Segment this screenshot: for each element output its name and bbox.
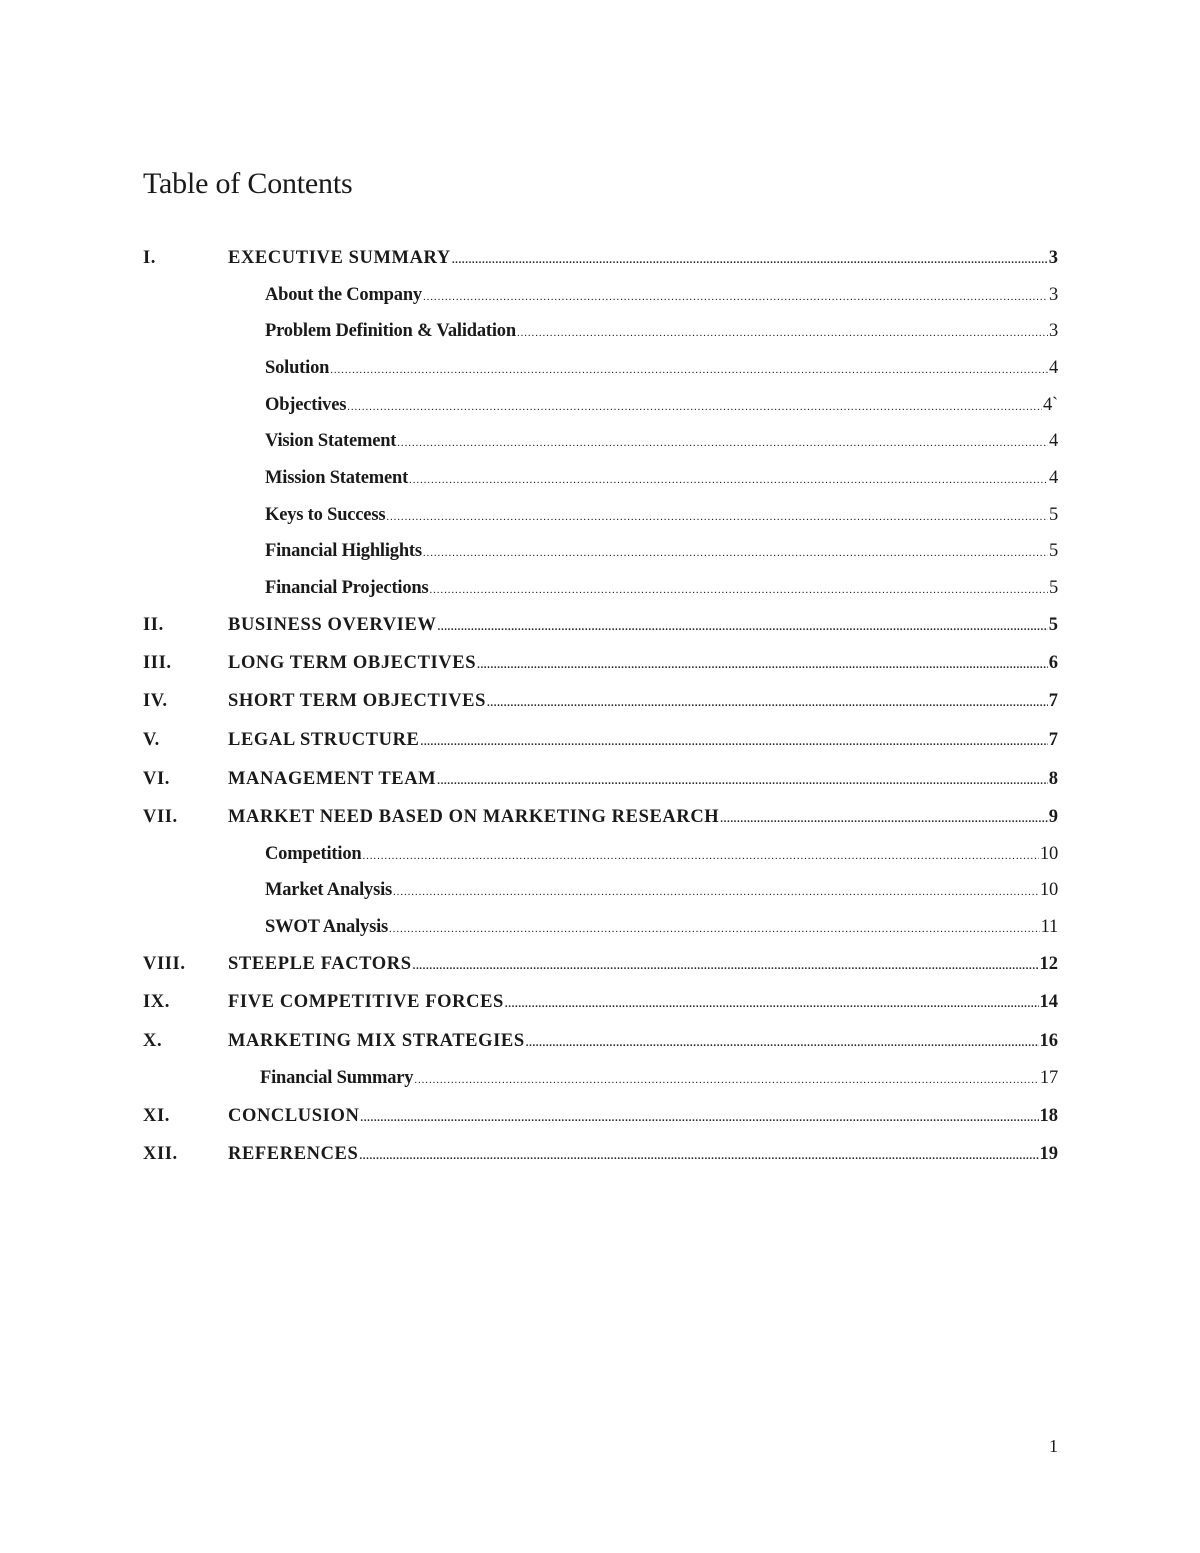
toc-entry[interactable] [143,355,1058,381]
toc-entry[interactable] [143,989,1058,1015]
toc-entry-page: 4 [1048,431,1058,451]
toc-dot-leader [362,841,1038,869]
toc-entry[interactable] [143,650,1058,676]
toc-entry-number: IX. [143,992,170,1012]
toc-entry-number: III. [143,653,172,673]
toc-dot-leader [409,465,1048,493]
toc-dot-leader [452,245,1048,273]
toc-entry-number: IV. [143,691,168,711]
toc-entry[interactable] [143,727,1058,753]
toc-entry[interactable] [143,1028,1058,1054]
toc-entry-page: 3 [1048,285,1058,305]
toc-entry-label: Keys to Success [265,505,386,525]
toc-entry-label: Financial Summary [260,1068,414,1088]
toc-entry-number: XI. [143,1106,170,1126]
toc-entry-label: LONG TERM OBJECTIVES [228,653,477,673]
toc-entry-page: 16 [1039,1031,1058,1051]
toc-entry[interactable] [143,841,1058,867]
toc-entry[interactable] [143,804,1058,830]
toc-dot-leader [505,989,1039,1017]
toc-entry-page: 5 [1048,615,1058,635]
toc-dot-leader [423,538,1048,566]
toc-dot-leader [413,951,1039,979]
toc-entry-page: 5 [1048,541,1058,561]
toc-entry[interactable] [143,951,1058,977]
toc-entry-label: STEEPLE FACTORS [228,954,412,974]
toc-dot-leader [720,804,1047,832]
toc-dot-leader [414,1065,1039,1093]
toc-entry-label: Financial Projections [265,578,429,598]
toc-entry-label: About the Company [265,285,422,305]
toc-entry-page: 19 [1039,1144,1058,1164]
toc-entry[interactable] [143,575,1058,601]
toc-dot-leader [526,1028,1039,1056]
toc-entry-page: 10 [1039,844,1058,864]
toc-dot-leader [429,575,1047,603]
toc-entry-number: V. [143,730,160,750]
toc-dot-leader [360,1103,1038,1131]
toc-entry-number: VI. [143,769,170,789]
toc-dot-leader [437,766,1048,794]
toc-entry-label: BUSINESS OVERVIEW [228,615,437,635]
toc-entry-page: 6 [1048,653,1058,673]
toc-entry-number: I. [143,248,157,268]
toc-entry-label: FIVE COMPETITIVE FORCES [228,992,504,1012]
toc-entry-number: II. [143,615,164,635]
toc-dot-leader [359,1141,1038,1169]
toc-entry-label: MANAGEMENT TEAM [228,769,437,789]
toc-entry-page: 11 [1040,917,1058,937]
toc-entry-page: 5 [1048,578,1058,598]
toc-entry[interactable] [143,465,1058,491]
toc-entry-label: Mission Statement [265,468,409,488]
toc-entry-page: 4` [1042,395,1058,415]
toc-entry-page: 7 [1048,730,1058,750]
toc-entry[interactable] [143,428,1058,454]
page-number: 1 [1049,1436,1058,1456]
toc-entry-page: 10 [1039,880,1058,900]
toc-entry-label: CONCLUSION [228,1106,360,1126]
toc-entry-page: 17 [1039,1068,1058,1088]
toc-entry-number: VII. [143,807,178,827]
toc-entry-label: Objectives [265,395,347,415]
toc-entry-page: 3 [1048,321,1058,341]
toc-dot-leader [420,727,1047,755]
toc-dot-leader [487,688,1048,716]
toc-entry[interactable] [143,538,1058,564]
toc-entry-label: REFERENCES [228,1144,359,1164]
toc-entry[interactable] [143,318,1058,344]
toc-entry[interactable] [143,914,1058,940]
toc-entry-page: 12 [1039,954,1058,974]
toc-dot-leader [477,650,1048,678]
toc-entry-page: 4 [1048,358,1058,378]
toc-entry-label: SWOT Analysis [265,917,389,937]
toc-entry-label: Competition [265,844,362,864]
toc-dot-leader [386,502,1048,530]
toc-dot-leader [397,428,1048,456]
toc-entry-label: MARKET NEED BASED ON MARKETING RESEARCH [228,807,720,827]
toc-entry[interactable] [143,245,1058,271]
toc-entry[interactable] [143,688,1058,714]
toc-entry[interactable] [143,282,1058,308]
toc-dot-leader [393,877,1039,905]
toc-entry-page: 14 [1039,992,1058,1012]
toc-dot-leader [330,355,1048,383]
toc-entry[interactable] [143,1065,1058,1091]
toc-dot-leader [389,914,1040,942]
toc-entry-page: 3 [1048,248,1058,268]
toc-entry-label: Problem Definition & Validation [265,321,516,341]
toc-entry-page: 4 [1048,468,1058,488]
toc-dot-leader [423,282,1048,310]
toc-entry-label: LEGAL STRUCTURE [228,730,420,750]
toc-entry[interactable] [143,766,1058,792]
toc-dot-leader [347,392,1042,420]
toc-entry-label: Financial Highlights [265,541,422,561]
toc-entry[interactable] [143,877,1058,903]
toc-entry-page: 8 [1048,769,1058,789]
toc-entry-label: Market Analysis [265,880,393,900]
toc-entry-page: 9 [1048,807,1058,827]
toc-entry[interactable] [143,612,1058,638]
toc-entry[interactable] [143,1103,1058,1129]
toc-entry-label: SHORT TERM OBJECTIVES [228,691,487,711]
toc-entry-label: Solution [265,358,330,378]
toc-entry-label: EXECUTIVE SUMMARY [228,248,451,268]
toc-entry[interactable] [143,1141,1058,1167]
toc-entry-page: 18 [1039,1106,1058,1126]
toc-entry-label: MARKETING MIX STRATEGIES [228,1031,525,1051]
toc-entry[interactable] [143,502,1058,528]
page-title: Table of Contents [143,167,353,200]
toc-entry-number: X. [143,1031,163,1051]
toc-entry-page: 5 [1048,505,1058,525]
toc-entry-number: VIII. [143,954,186,974]
toc-dot-leader [517,318,1048,346]
toc-entry-page: 7 [1048,691,1058,711]
toc-dot-leader [438,612,1048,640]
toc-entry-label: Vision Statement [265,431,397,451]
toc-entry[interactable] [143,392,1058,418]
toc-entry-number: XII. [143,1144,178,1164]
